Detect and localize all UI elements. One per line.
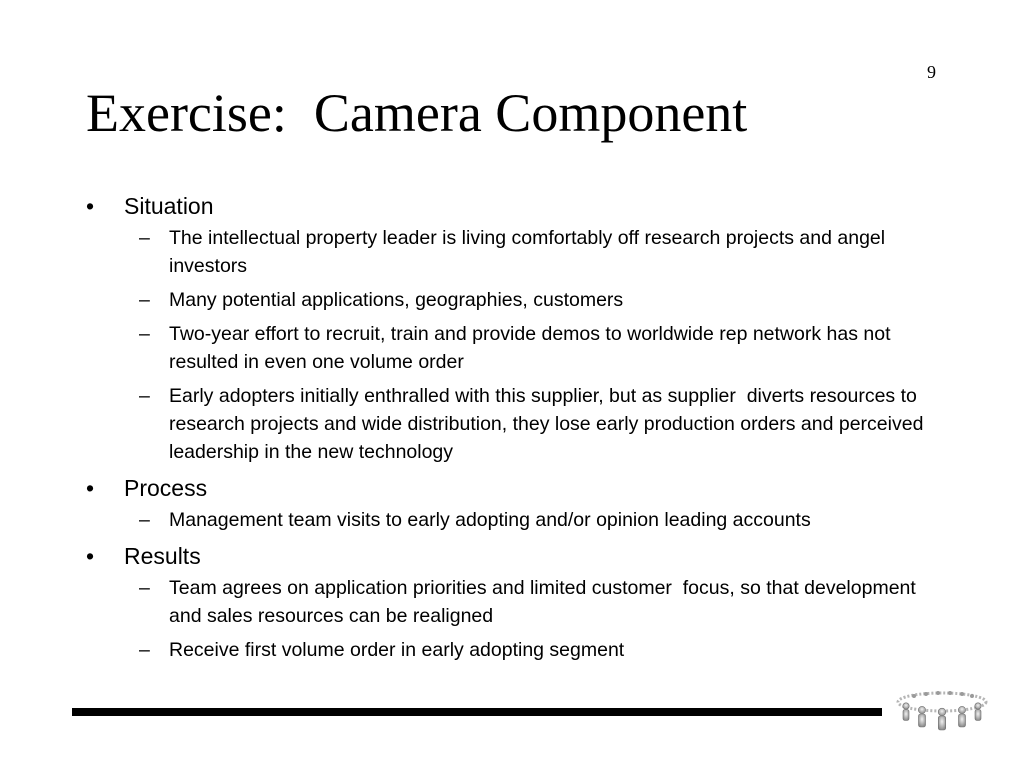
sub-item-text: Management team visits to early adopting and/or opinion leading accounts bbox=[169, 509, 811, 531]
bullet-label: Situation bbox=[124, 193, 214, 219]
sub-item-text: Team agrees on application priorities and limited customer focus, so that development and sales resources can be realigned bbox=[169, 577, 922, 627]
sub-item bbox=[86, 636, 936, 664]
bullet-label: Process bbox=[124, 475, 208, 501]
dash-marker: – bbox=[139, 577, 150, 599]
sub-list-situation bbox=[86, 224, 936, 466]
sub-item bbox=[86, 506, 936, 534]
bullet-situation bbox=[86, 190, 936, 222]
sub-list-results bbox=[86, 574, 936, 664]
slide-number: 9 bbox=[927, 62, 936, 82]
dash-marker: – bbox=[139, 639, 150, 661]
sub-item bbox=[86, 382, 936, 466]
sub-item bbox=[86, 320, 936, 376]
sub-item-text: Two-year effort to recruit, train and provide demos to worldwide rep network has not resulted in even one volume order bbox=[169, 323, 896, 373]
slide-body bbox=[86, 188, 936, 670]
sub-list-process bbox=[86, 506, 936, 534]
people-circle-logo-icon bbox=[892, 684, 992, 732]
slide-title: Exercise: Camera Component bbox=[86, 83, 748, 143]
sub-item-text: Many potential applications, geographies, customers bbox=[169, 289, 624, 311]
sub-item bbox=[86, 224, 936, 280]
sub-item bbox=[86, 286, 936, 314]
bullet-marker: • bbox=[86, 543, 95, 569]
bullet-marker: • bbox=[86, 193, 95, 219]
dash-marker: – bbox=[139, 227, 150, 249]
dash-marker: – bbox=[139, 323, 150, 345]
dash-marker: – bbox=[139, 289, 150, 311]
dash-marker: – bbox=[139, 509, 150, 531]
bullet-process bbox=[86, 472, 936, 504]
sub-item-text: Early adopters initially enthralled with this supplier, but as supplier diverts resources to research projects and wide distribution, they lose early production orders and perceived leadership in the new technology bbox=[169, 385, 929, 463]
bullet-results bbox=[86, 540, 936, 572]
sub-item-text: The intellectual property leader is living comfortably off research projects and angel investors bbox=[169, 227, 891, 277]
bullet-label: Results bbox=[124, 543, 201, 569]
sub-item-text: Receive first volume order in early adopting segment bbox=[169, 639, 625, 661]
dash-marker: – bbox=[139, 385, 150, 407]
bullet-marker: • bbox=[86, 475, 95, 501]
sub-item bbox=[86, 574, 936, 630]
footer-rule bbox=[72, 708, 882, 716]
